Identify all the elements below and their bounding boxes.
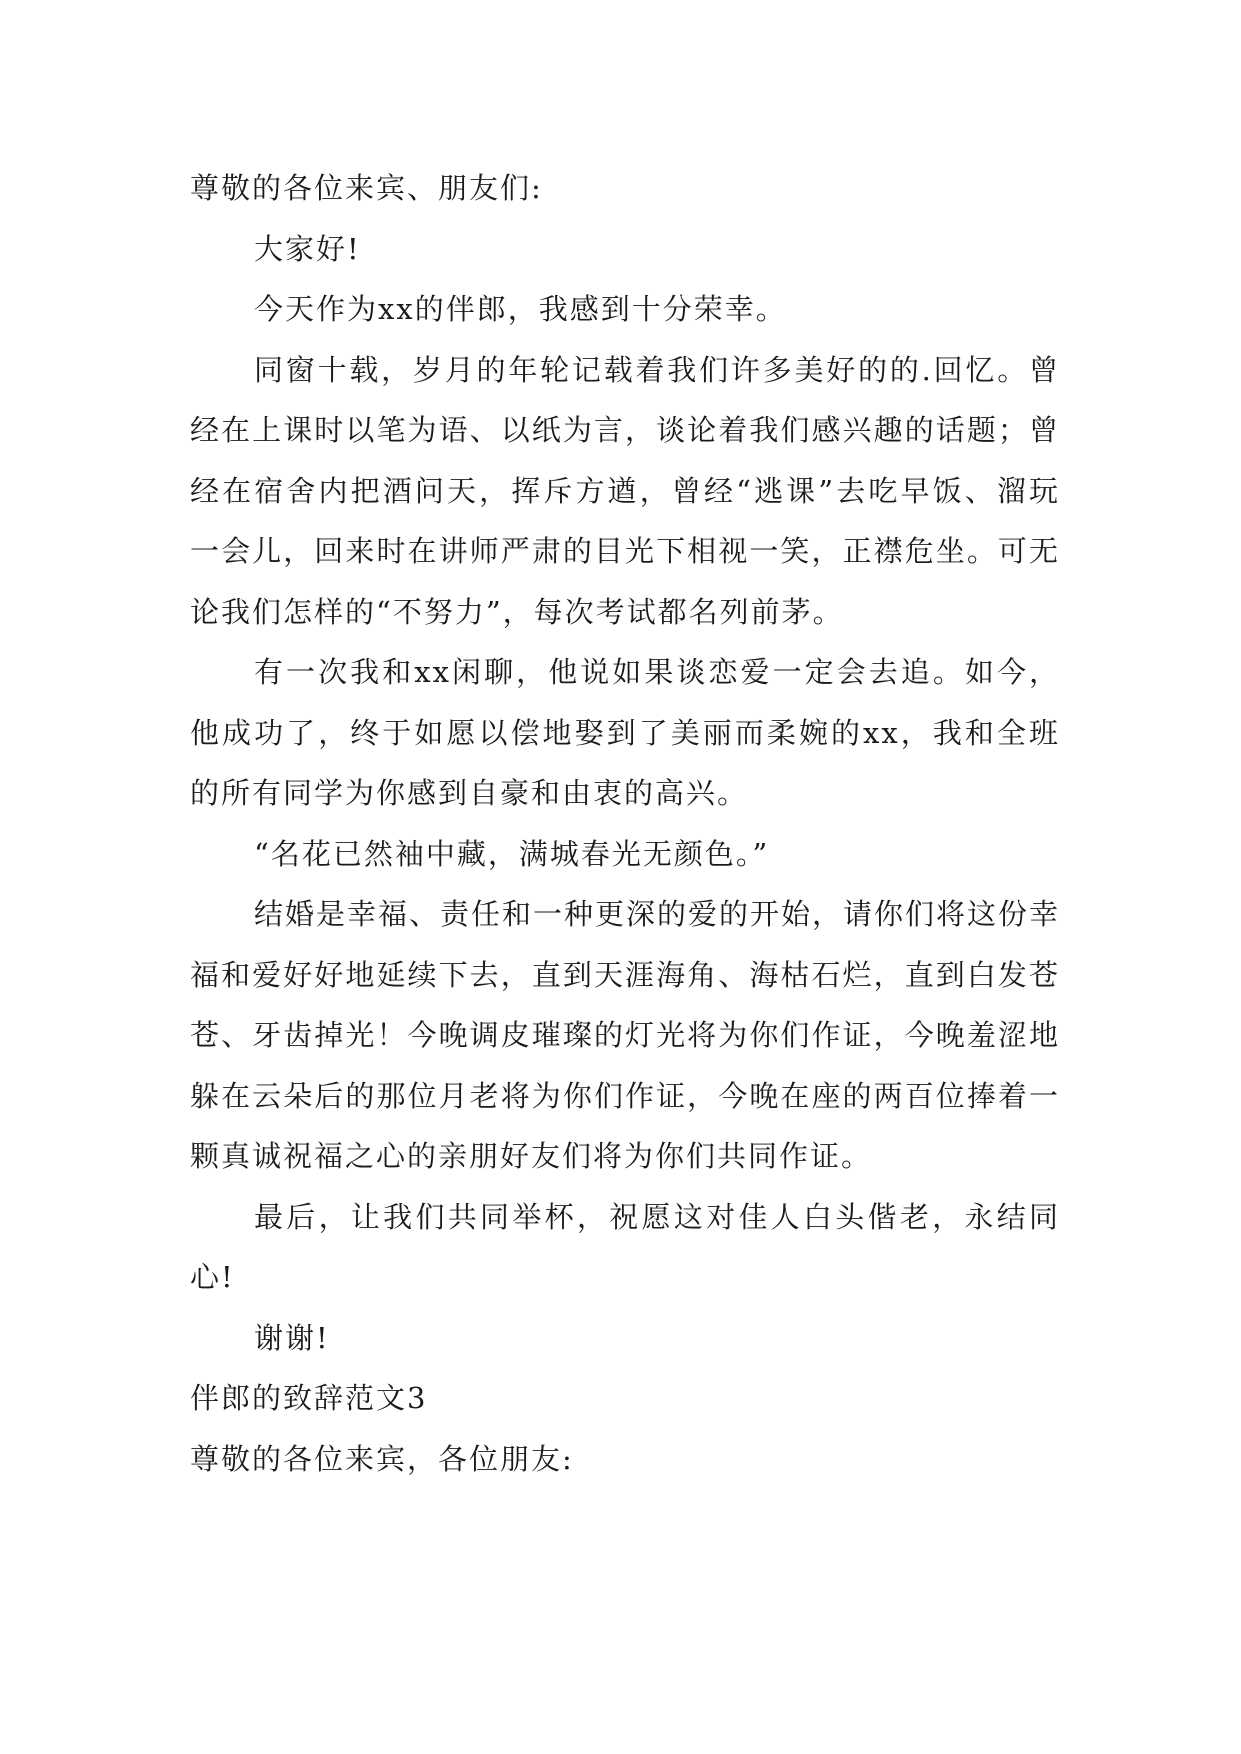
greeting-paragraph: 大家好!: [254, 231, 361, 266]
section-title: 伴郎的致辞范文3: [190, 1381, 428, 1415]
thanks-paragraph: 谢谢!: [254, 1320, 330, 1355]
story-paragraph: 有一次我和xx闲聊，他说如果谈恋爱一定会去追。如今，他成功了，终于如愿以偿地娶到了美丽而柔婉的xx，我和全班的所有同学为你感到自豪和由衷的高兴。: [190, 655, 1060, 810]
second-salutation: 尊敬的各位来宾，各位朋友:: [190, 1441, 574, 1476]
document-body: [190, 158, 1060, 1489]
salutation: 尊敬的各位来宾、朋友们:: [190, 171, 543, 205]
memories-paragraph: 同窗十载，岁月的年轮记载着我们许多美好的的.回忆。曾经在上课时以笔为语、以纸为言，谈论着我们感兴趣的话题；曾经在宿舍内把酒问天，挥斥方遒，曾经“逃课”去吃早饭、溜玩一会儿，回来时在讲师严肃的目光下相视一笑，正襟危坐。可无论我们怎样的“不努力”，每次考试都名列前茅。: [190, 352, 1060, 629]
blessing-paragraph: 结婚是幸福、责任和一种更深的爱的开始，请你们将这份幸福和爱好好地延续下去，直到天涯海角、海枯石烂，直到白发苍苍、牙齿掉光！今晚调皮璀璨的灯光将为你们作证，今晚羞涩地躲在云朵后的那位月老将为你们作证，今晚在座的两百位捧着一颗真诚祝福之心的亲朋好友们将为你们共同作证。: [190, 897, 1061, 1173]
quote-paragraph: “名花已然袖中藏，满城春光无颜色。”: [254, 836, 770, 871]
intro-paragraph: 今天作为xx的伴郎，我感到十分荣幸。: [254, 292, 787, 326]
toast-paragraph: 最后，让我们共同举杯，祝愿这对佳人白头偕老，永结同心!: [190, 1199, 1060, 1294]
